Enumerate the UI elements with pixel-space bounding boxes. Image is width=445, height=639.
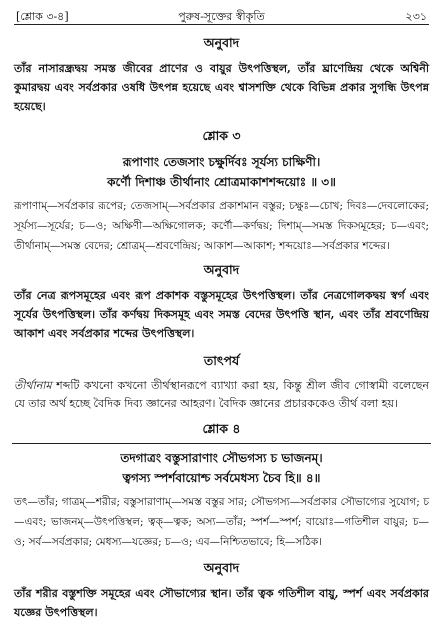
translation-1: তাঁর নাসারন্ধ্রদ্বয় সমস্ত জীবের প্রাণের ও বায়ুর উৎপত্তিস্থল, তাঁর ঘ্রাণেন্দ্রিয় থেকে অশ্বিনী কুমারদ্বয় এবং সর্বপ্রকার ওষধি উৎপন্ন হয়েছে এবং শ্বাসশক্তি থেকে বিভিন্ন প্রকার সুগন্ধি উৎপন্ন হয়েছে। xyxy=(14,62,429,113)
chapter-title: পুরুষ-সূক্তের স্বীকৃতি xyxy=(178,10,265,23)
page-header xyxy=(14,4,429,25)
verse-4-line-2: ত্বগস্য স্পর্শবায়োশ্চ সর্বমেধস্য চৈব হি॥ ৪॥ xyxy=(122,471,321,485)
verse-4-heading: শ্লোক ৪ xyxy=(12,421,431,444)
translation-3: তাঁর শরীর বস্তুশক্তি সমূহের এবং সৌভাগ্যের স্থান। তাঁর ত্বক গতিশীল বায়ু, স্পর্শ এবং সর্বপ্রকার যজ্ঞের উৎপত্তিস্থল। xyxy=(14,587,429,619)
verse-3-text xyxy=(14,152,429,192)
verse-3-line-1: রূপাণাং তেজসাং চক্ষুর্দিবঃ সূর্যস্য চাক্ষিণী। xyxy=(122,155,321,169)
purport-heading: তাৎপর্য xyxy=(203,353,240,368)
verse-range: [শ্লোক ৩-৪] xyxy=(16,10,69,23)
verse-3-word-meanings: রূপাণাম্—সর্বপ্রকার রূপের; তেজসাম্—সর্বপ্রকার প্রকাশমান বস্তুর; চক্ষুঃ—চোখ; দিবঃ—দেবলোকের; সূর্যস্য—সূর্যের; চ—ও; অক্ষিণী—অক্ষিগোলক; কর্ণৌ—কর্ণদ্বয়; দিশাম্—সমস্ত দিকসমূহের; চ—এবং; তীর্থানাম্—সমস্ত বেদের; শ্রোত্রম্—শ্রবণেন্দ্রিয়; আকাশ—আকাশ; শব্দয়োঃ—সর্বপ্রকার শব্দের। xyxy=(14,200,429,252)
verse-3-heading: শ্লোক ৩ xyxy=(202,128,241,143)
purport-text xyxy=(14,377,429,413)
verse-4-text xyxy=(14,448,429,488)
page-number: ২৩১ xyxy=(405,10,427,23)
translation-heading-2: অনুবাদ xyxy=(203,262,240,277)
translation-heading-1: অনুবাদ xyxy=(203,35,240,50)
purport-body: শব্দটি কখনো কখনো তীর্থস্থানরূপে ব্যাখ্যা করা হয়, কিন্তু শ্রীল জীব গোস্বামী বলেছেন যে তার অর্থ হচ্ছে বৈদিক দিব্য জ্ঞানের আহরণ। বৈদিক জ্ঞানের প্রচারককেও তীর্থ বলা হয়। xyxy=(14,379,429,410)
purport-term: তীর্থানাম xyxy=(14,379,52,392)
translation-heading-3: অনুবাদ xyxy=(203,560,240,575)
verse-4-word-meanings: তৎ—তাঁর; গাত্রম্—শরীর; বস্তুসারাণাম্—সমস্ত বস্তুর সার; সৌভগস্য—সর্বপ্রকার সৌভাগ্যের সুযোগ; চ—এবং; ভাজনম্—উৎপত্তিস্থল; ত্বক্—ত্বক; অস্য—তাঁর; স্পর্শ—স্পর্শ; বায়োঃ—গতিশীল বায়ুর; চ—ও; সর্ব—সর্বপ্রকার; মেধস্য—যজ্ঞের; চ—ও; এব—নিশ্চিতভাবে; হি—সঠিক। xyxy=(14,496,429,548)
verse-3-line-2: কর্ণৌ দিশাঞ্চ তীর্থানাং শ্রোত্রমাকাশশব্দয়োঃ ॥ ৩॥ xyxy=(107,175,336,189)
verse-4-line-1: তদগাত্রং বস্তুসারাণাং সৌভগস্য চ ভাজনম্। xyxy=(120,451,323,465)
translation-2: তাঁর নেত্র রূপসমূহের এবং রূপ প্রকাশক বস্তুসমূহের উৎপত্তিস্থল। তাঁর নেত্রগোলকদ্বয় স্বর্গ এবং সূর্যের উৎপত্তিস্থল। তাঁর কর্ণদ্বয় দিকসমূহ এবং সমস্ত বেদের উৎপত্তি স্থান, এবং তাঁর শ্রবণেন্দ্রিয় আকাশ এবং সর্বপ্রকার শব্দের উৎপত্তিস্থল। xyxy=(14,289,429,340)
